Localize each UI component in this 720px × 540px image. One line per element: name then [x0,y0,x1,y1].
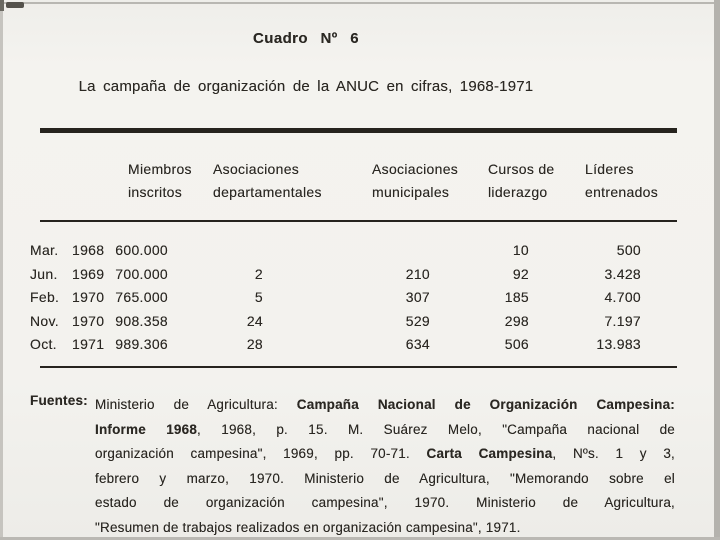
cell-lideres: 3.428 [604,265,641,282]
sources-label: Fuentes: [30,393,88,408]
cell-lideres: 4.700 [604,289,641,305]
table-row [30,239,675,263]
sources-line [95,418,675,443]
cell-departamentales: 5 [254,289,263,305]
source-text-segment: "Resumen de trabajos realizados en organización campesina", 1971. [95,519,521,535]
cell-lideres: 500 [616,242,641,258]
table-header-row [30,158,675,208]
data-table [30,125,675,375]
table-row [30,263,675,287]
table-body [30,239,675,357]
source-text-segment: Ministerio de Agricultura: [95,397,297,412]
table-row [30,333,675,357]
cell-cursos: 10 [512,242,529,258]
cell-month: Oct. [30,336,57,352]
sources-line [95,442,675,467]
table-subtitle: La campaña de organización de la ANUC en cifras, 1968-1971 [78,78,534,95]
column-header-departamentales: Asociaciones departamentales [213,161,322,200]
cell-municipales: 210 [405,265,430,282]
cell-departamentales: 24 [246,312,263,329]
sources-block [30,393,675,540]
cell-lideres: 13.983 [596,336,641,352]
cell-cursos: 92 [512,265,529,282]
cell-year: 1970 [72,312,105,329]
cell-year: 1970 [72,289,105,305]
cell-year: 1971 [72,336,105,352]
cell-lideres: 7.197 [604,312,641,329]
source-title-emphasis: Carta Campesina [426,446,553,462]
cell-month: Mar. [30,242,59,258]
sources-text [95,393,675,540]
column-header-cursos: Cursos de liderazgo [488,161,555,200]
source-text-segment: , 1968, p. 15. M. Suárez Melo, "Campaña nacional de [197,421,675,437]
source-text-segment: , Nºs. 1 y 3, [552,446,675,462]
source-text-segment: organización campesina", 1969, pp. 70-71. [95,446,427,462]
cell-miembros: 700.000 [115,265,168,282]
table-rule-header [40,220,677,222]
cell-miembros: 765.000 [115,289,168,305]
cell-departamentales: 28 [246,336,263,352]
cell-month: Nov. [30,312,59,329]
cell-year: 1968 [72,242,105,258]
cell-municipales: 307 [405,289,430,305]
cell-miembros: 989.306 [115,336,168,352]
table-rule-bottom [40,366,677,368]
sources-line [95,516,675,540]
column-header-miembros: Miembros inscritos [128,161,192,200]
cell-month: Feb. [30,289,60,305]
cell-cursos: 185 [504,289,529,305]
table-caption [0,30,612,47]
cell-departamentales: 2 [254,265,263,282]
sources-line [95,393,675,418]
table-row [30,286,675,310]
cell-municipales: 529 [405,312,430,329]
scan-edge-right [714,0,720,540]
scan-artifact [0,0,4,11]
cell-cursos: 506 [504,336,529,352]
table-rule-top [40,128,677,133]
cell-month: Jun. [30,265,58,282]
cell-cursos: 298 [504,312,529,329]
cell-miembros: 908.358 [115,312,168,329]
sources-line [95,467,675,492]
sources-line [95,491,675,516]
table-row [30,310,675,334]
source-text-segment: febrero y marzo, 1970. Ministerio de Agricultura, "Memorando sobre el [95,470,675,486]
cell-miembros: 600.000 [115,242,168,258]
scan-edge-top [0,2,720,4]
column-header-lideres: Líderes entrenados [585,161,659,200]
source-title-emphasis: Informe 1968 [95,421,198,437]
source-title-emphasis: Campaña Nacional de Organización Campesina: [296,397,675,412]
cell-municipales: 634 [405,336,430,352]
scan-artifact [6,2,24,8]
cell-year: 1969 [72,265,105,282]
column-header-municipales: Asociaciones municipales [372,161,459,200]
source-text-segment: estado de organización campesina", 1970. Ministerio de Agricultura, [95,495,675,511]
table-number-title: Cuadro Nº 6 [253,30,359,47]
